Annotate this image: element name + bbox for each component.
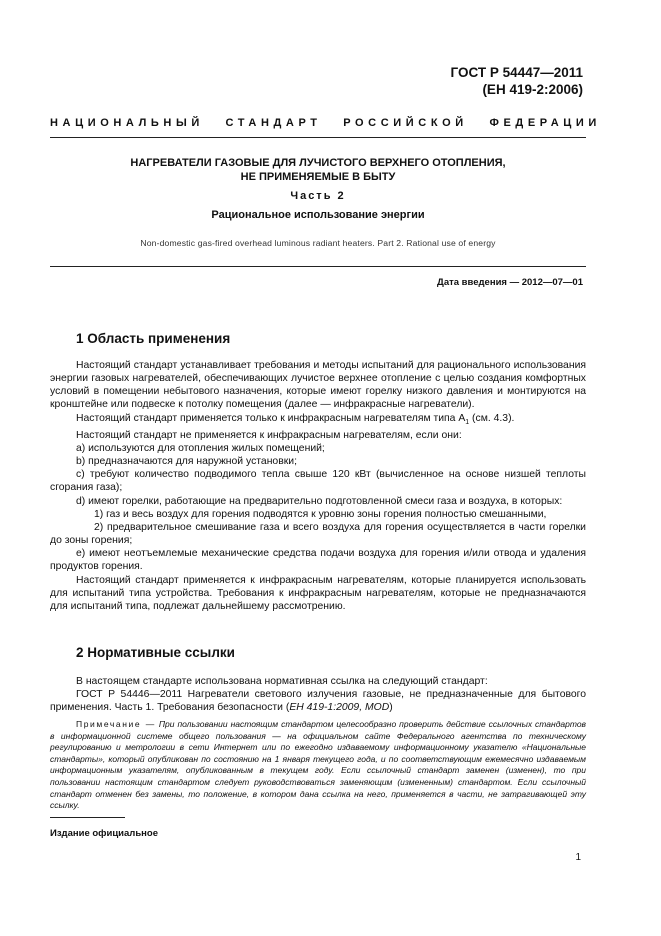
s2-paragraph-1: В настоящем стандарте использована нормативная ссылка на следующий стандарт: <box>76 676 488 687</box>
s1-item-d: d) имеют горелки, работающие на предварительно подготовленной смеси газа и воздуха, в которых: <box>76 495 563 507</box>
s1-paragraph-2: Настоящий стандарт применяется только к инфракрасным нагревателям типа $А_1$ (см. 4.3). <box>76 412 515 426</box>
footer-divider <box>50 817 125 818</box>
s1-item-b: b) предназначаются для наружной установки; <box>76 456 297 468</box>
s1-item-a: а) используются для отопления жилых помещений; <box>76 443 325 455</box>
section-2-heading: 2 Нормативные ссылки <box>76 645 235 660</box>
s1-item-c: с) требуют количество подводимого тепла свыше 120 кВт (вычисленное на основе низшей теплоты сгорания газа); <box>50 469 586 494</box>
title-line-2: НЕ ПРИМЕНЯЕМЫЕ В БЫТУ <box>240 171 396 183</box>
national-standard-line: НАЦИОНАЛЬНЫЙ СТАНДАРТ РОССИЙСКОЙ ФЕДЕРАЦИИ <box>50 117 601 129</box>
standard-number: ГОСТ Р 54447—2011 <box>450 65 583 80</box>
standard-en-number: (ЕН 419-2:2006) <box>482 82 583 97</box>
s2-reference: ГОСТ Р 54446—2011 Нагреватели светового излучения газовые, не предназначенные для бытового применения. Часть 1. Требования безопасности (ЕН 419-1:2009, MOD) <box>50 689 586 714</box>
s1-paragraph-4: Настоящий стандарт применяется к инфракрасным нагревателям, которые планируется использовать для испытаний типа устройства. Требования к инфракрасным нагревателям, которые не предназначаются для испытаний типа, подлежат дальнейшему рассмотрению. <box>50 574 586 612</box>
s1-item-e: е) имеют неотъемлемые механические средства подачи воздуха для горения и/или отвода и удаления продуктов горения. <box>50 548 586 573</box>
english-title: Non-domestic gas-fired overhead luminous radiant heaters. Part 2. Rational use of energy <box>140 238 496 248</box>
section-1-heading: 1 Область применения <box>76 331 231 346</box>
subtitle: Рациональное использование энергии <box>211 209 425 221</box>
introduction-date: Дата введения — 2012—07—01 <box>437 277 583 288</box>
top-divider <box>50 137 586 138</box>
section-2-body <box>50 675 586 714</box>
s1-paragraph-1: Настоящий стандарт устанавливает требования и методы испытаний для рационального использования энергии газовых нагревателей, обеспечивающих лучистое верхнее отопление с целью создания комфортных условий в помещении небытового назначения, которые имеют горелку низкого давления и монтируются на кронштейне или подвеске к потолку помещения (далее — инфракрасные нагреватели). <box>50 360 586 411</box>
page-number: 1 <box>575 852 581 863</box>
title-divider <box>50 266 586 267</box>
section-1-body <box>50 359 586 613</box>
s1-item-d2: 2) предварительное смешивание газа и всего воздуха для горения осуществляется в части горелки до зоны горения; <box>50 521 586 547</box>
official-edition: Издание официальное <box>50 828 158 839</box>
s2-note: Примечание — При пользовании настоящим стандартом целесообразно проверить действие ссылочных стандартов в информационной системе общего пользования — на официальном сайте Федерального агентства по техническому регулированию и метрологии в сети Интернет или по ежегодно издаваемому информационному указателю «Национальные стандарты», который опубликован по состоянию на 1 января текущего года, и по соответствующим ежемесячно издаваемым информационным указателям, опубликованным в текущем году. Если ссылочный стандарт заменен (изменен), то при пользовании настоящим стандартом следует руководствоваться заменяющим (измененным) стандартом. Если ссылочный стандарт отменен без замены, то положение, в котором дана ссылка на него, применяется в части, не затрагивающей эту ссылку. <box>50 719 586 811</box>
s1-paragraph-3: Настоящий стандарт не применяется к инфракрасным нагревателям, если они: <box>76 429 462 441</box>
title-line-1: НАГРЕВАТЕЛИ ГАЗОВЫЕ ДЛЯ ЛУЧИСТОГО ВЕРХНЕГО ОТОПЛЕНИЯ, <box>130 157 506 169</box>
part-label: Часть 2 <box>290 190 346 202</box>
s1-item-d1: 1) газ и весь воздух для горения подводятся к уровню зоны горения полностью смешанными, <box>94 508 547 520</box>
